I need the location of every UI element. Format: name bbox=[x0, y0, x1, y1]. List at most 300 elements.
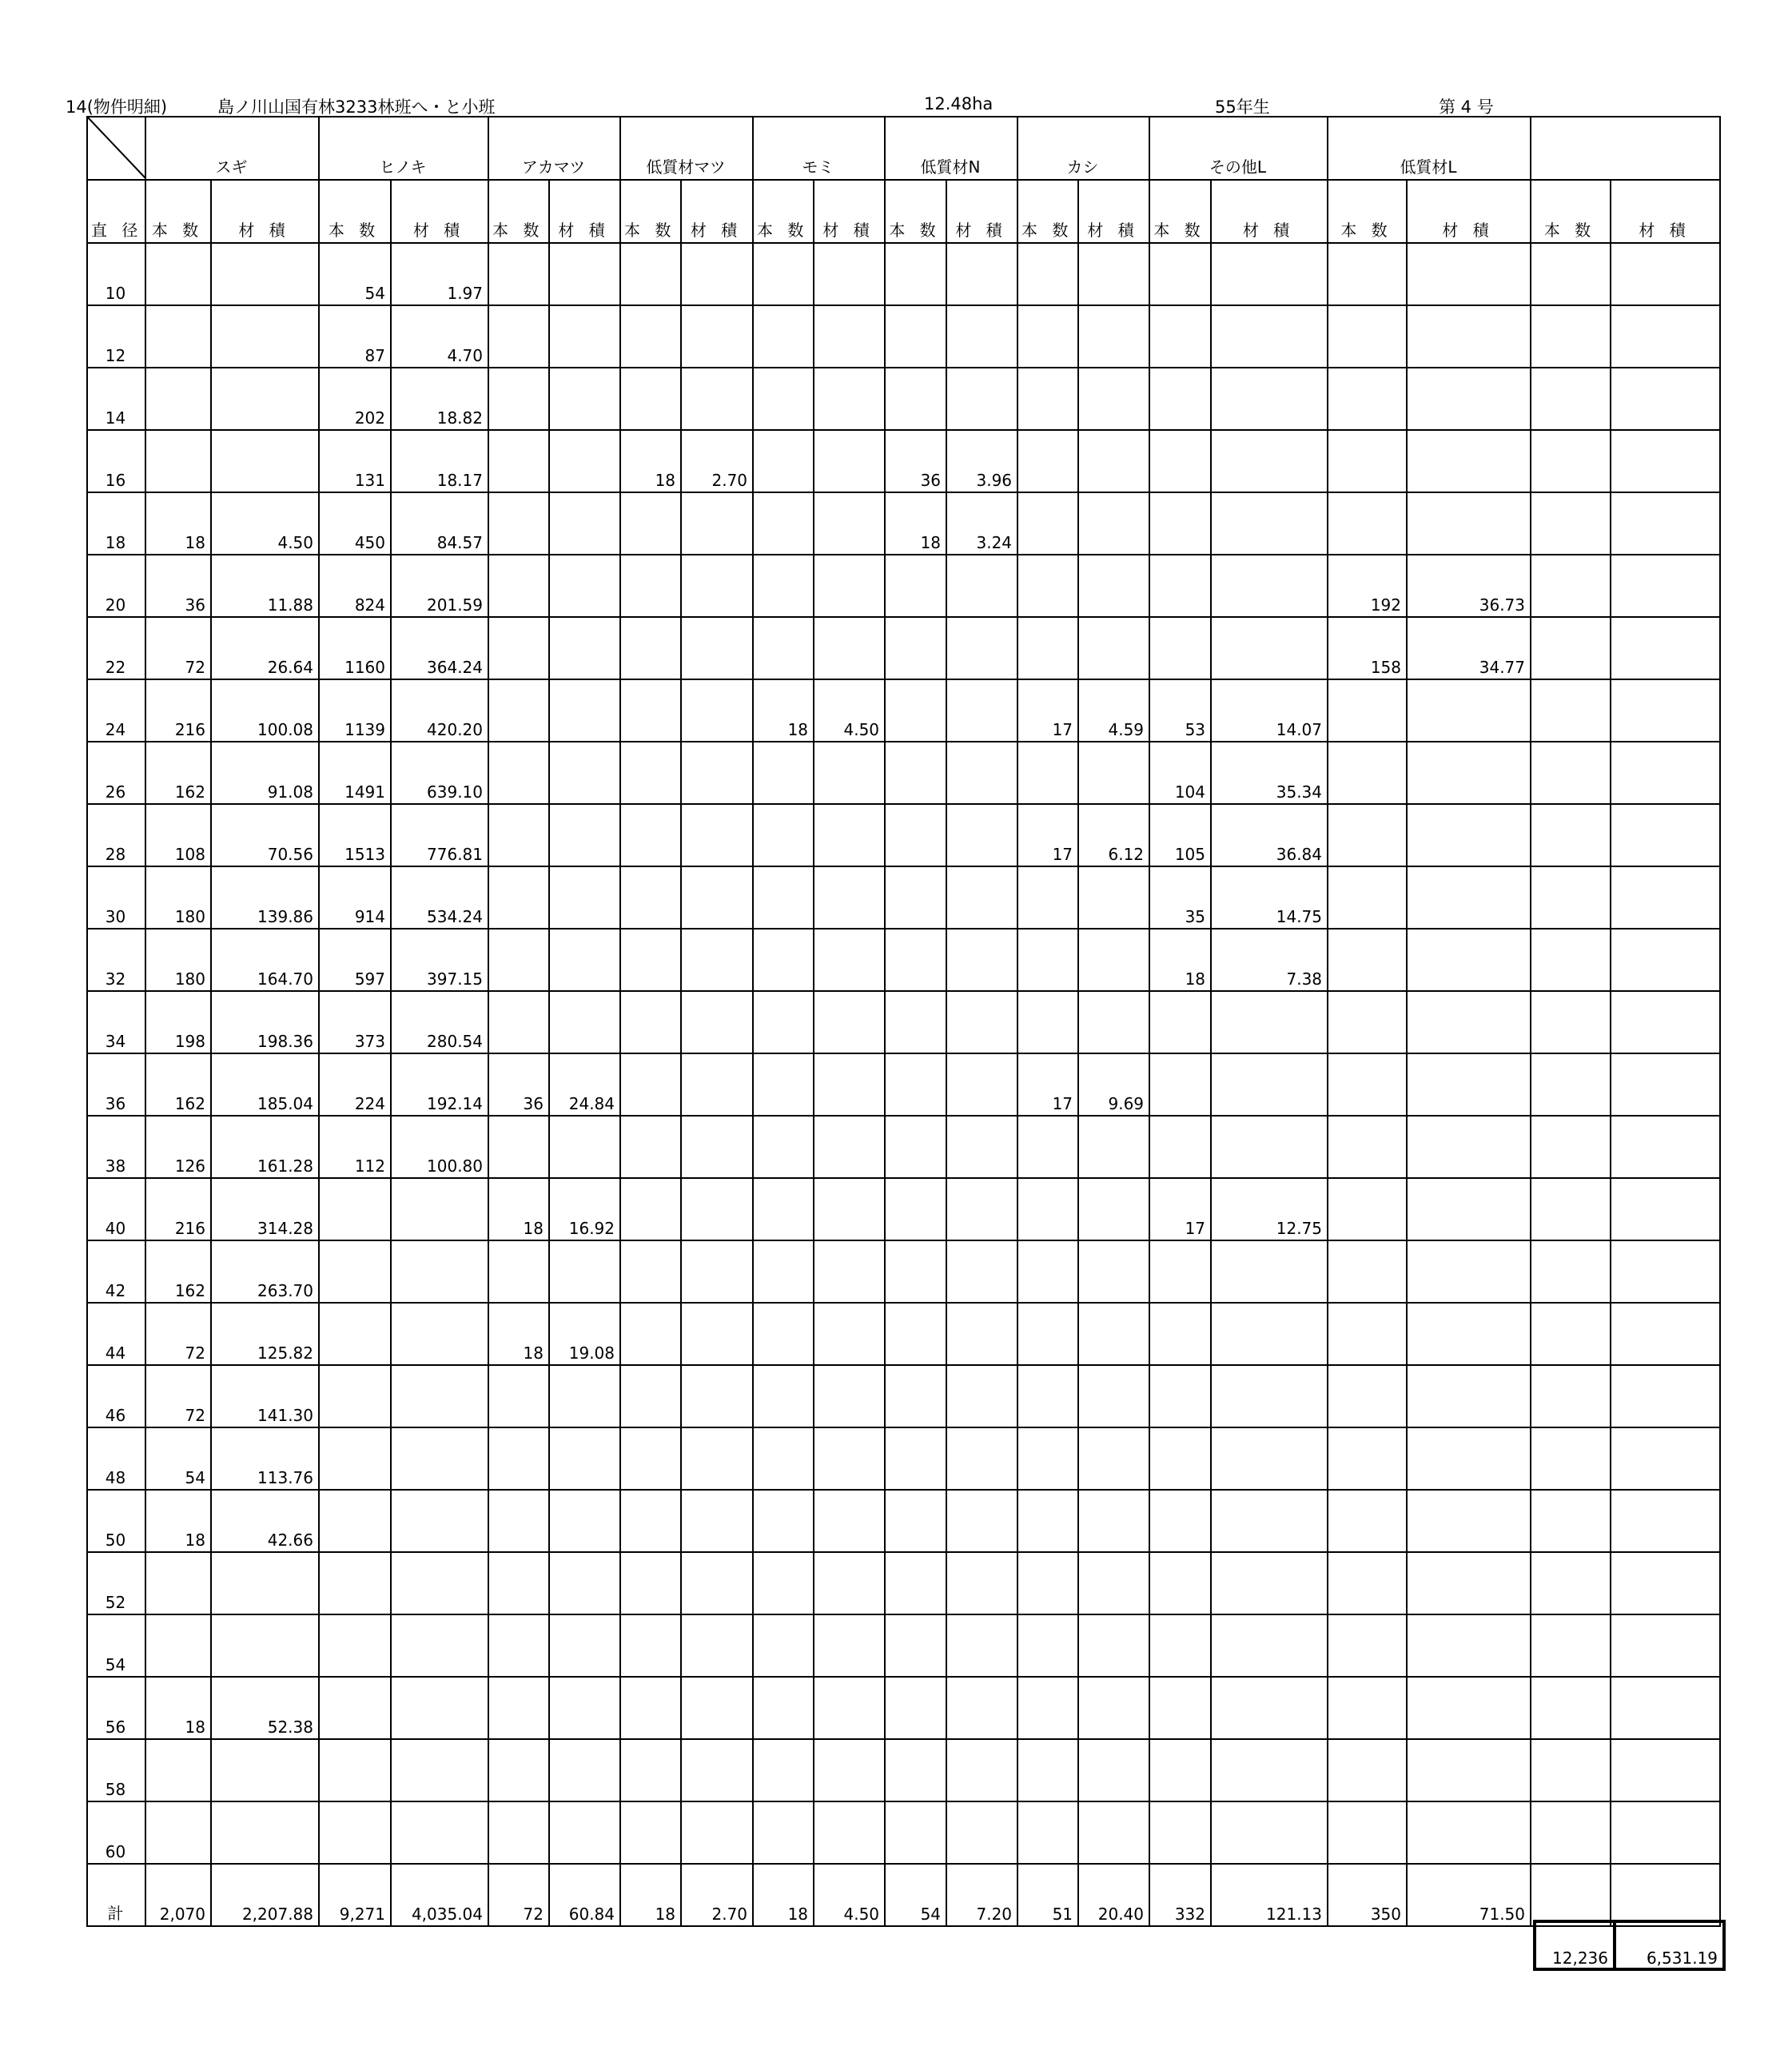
volume-cell: 420.20 bbox=[391, 679, 488, 742]
volume-cell bbox=[681, 1739, 753, 1801]
count-header: 本 数 bbox=[1328, 180, 1407, 243]
count-cell bbox=[620, 305, 681, 368]
volume-cell bbox=[1611, 617, 1720, 679]
table-row bbox=[87, 1614, 1720, 1677]
count-cell bbox=[1328, 430, 1407, 492]
count-cell bbox=[885, 1053, 946, 1116]
volume-cell: 201.59 bbox=[391, 555, 488, 617]
count-cell bbox=[753, 492, 814, 555]
count-cell bbox=[1328, 1427, 1407, 1490]
volume-cell bbox=[1407, 1178, 1531, 1240]
volume-cell bbox=[946, 1614, 1017, 1677]
count-cell bbox=[620, 679, 681, 742]
count-cell: 36 bbox=[145, 555, 211, 617]
count-cell bbox=[885, 1240, 946, 1303]
diameter-cell: 50 bbox=[87, 1490, 145, 1552]
count-cell bbox=[1149, 1677, 1211, 1739]
volume-cell bbox=[681, 243, 753, 305]
count-cell bbox=[885, 1677, 946, 1739]
count-cell bbox=[1017, 991, 1078, 1053]
count-cell bbox=[1017, 1801, 1078, 1864]
count-cell: 112 bbox=[319, 1116, 391, 1178]
count-cell bbox=[1531, 1614, 1611, 1677]
count-cell bbox=[1149, 305, 1211, 368]
volume-cell bbox=[211, 368, 319, 430]
volume-cell bbox=[1211, 1739, 1328, 1801]
count-cell bbox=[753, 1240, 814, 1303]
volume-cell bbox=[1078, 1739, 1149, 1801]
volume-header: 材 積 bbox=[1407, 180, 1531, 243]
volume-cell: 125.82 bbox=[211, 1303, 319, 1365]
diameter-cell: 計 bbox=[87, 1864, 145, 1926]
count-cell bbox=[319, 1490, 391, 1552]
volume-cell: 198.36 bbox=[211, 991, 319, 1053]
count-cell: 216 bbox=[145, 1178, 211, 1240]
count-cell bbox=[145, 1801, 211, 1864]
count-cell: 72 bbox=[488, 1864, 549, 1926]
diameter-cell: 36 bbox=[87, 1053, 145, 1116]
count-cell bbox=[488, 1240, 549, 1303]
count-cell: 53 bbox=[1149, 679, 1211, 742]
volume-cell bbox=[1407, 866, 1531, 929]
volume-cell bbox=[1211, 617, 1328, 679]
count-cell bbox=[319, 1739, 391, 1801]
count-cell bbox=[620, 492, 681, 555]
volume-cell bbox=[391, 1552, 488, 1614]
volume-cell bbox=[549, 742, 620, 804]
count-cell bbox=[885, 617, 946, 679]
count-cell bbox=[1149, 1427, 1211, 1490]
volume-cell bbox=[681, 1552, 753, 1614]
volume-cell bbox=[1078, 368, 1149, 430]
count-cell bbox=[1531, 368, 1611, 430]
diameter-cell: 30 bbox=[87, 866, 145, 929]
volume-cell bbox=[1211, 1490, 1328, 1552]
count-cell bbox=[1328, 804, 1407, 866]
volume-cell: 192.14 bbox=[391, 1053, 488, 1116]
timber-detail-table bbox=[86, 116, 1721, 1927]
volume-cell bbox=[1611, 1178, 1720, 1240]
count-cell: 350 bbox=[1328, 1864, 1407, 1926]
diagonal-line-icon bbox=[88, 117, 145, 179]
volume-cell bbox=[391, 1178, 488, 1240]
volume-cell bbox=[549, 492, 620, 555]
count-cell: 18 bbox=[145, 492, 211, 555]
total-row bbox=[87, 1864, 1720, 1926]
volume-cell bbox=[814, 1614, 885, 1677]
volume-cell bbox=[1407, 929, 1531, 991]
count-cell bbox=[319, 1677, 391, 1739]
volume-cell: 3.96 bbox=[946, 430, 1017, 492]
volume-cell bbox=[549, 1240, 620, 1303]
volume-cell bbox=[681, 1801, 753, 1864]
grand-total-box bbox=[1533, 1920, 1726, 1971]
table-row bbox=[87, 1116, 1720, 1178]
count-cell bbox=[620, 929, 681, 991]
volume-cell bbox=[946, 1178, 1017, 1240]
count-header: 本 数 bbox=[620, 180, 681, 243]
volume-cell: 84.57 bbox=[391, 492, 488, 555]
volume-cell bbox=[814, 368, 885, 430]
volume-cell: 6.12 bbox=[1078, 804, 1149, 866]
count-cell: 18 bbox=[145, 1490, 211, 1552]
volume-cell bbox=[946, 1365, 1017, 1427]
volume-cell bbox=[1407, 1614, 1531, 1677]
volume-cell: 4.50 bbox=[211, 492, 319, 555]
count-cell bbox=[1531, 1178, 1611, 1240]
volume-cell: 4.70 bbox=[391, 305, 488, 368]
volume-cell bbox=[1407, 368, 1531, 430]
volume-cell bbox=[1078, 1240, 1149, 1303]
count-cell: 126 bbox=[145, 1116, 211, 1178]
volume-cell bbox=[549, 1365, 620, 1427]
volume-cell bbox=[681, 1053, 753, 1116]
count-cell bbox=[1017, 555, 1078, 617]
volume-cell bbox=[1407, 1490, 1531, 1552]
count-cell bbox=[319, 1427, 391, 1490]
volume-cell: 263.70 bbox=[211, 1240, 319, 1303]
count-cell bbox=[1328, 1614, 1407, 1677]
volume-cell bbox=[681, 1677, 753, 1739]
volume-cell bbox=[946, 742, 1017, 804]
volume-cell bbox=[549, 991, 620, 1053]
volume-cell bbox=[211, 1801, 319, 1864]
volume-header: 材 積 bbox=[946, 180, 1017, 243]
count-cell bbox=[885, 866, 946, 929]
volume-cell: 2,207.88 bbox=[211, 1864, 319, 1926]
volume-cell bbox=[681, 679, 753, 742]
doc-number: 14(物件明細) bbox=[66, 98, 168, 117]
table-row bbox=[87, 430, 1720, 492]
count-cell: 18 bbox=[488, 1178, 549, 1240]
count-cell bbox=[753, 804, 814, 866]
volume-cell bbox=[391, 1677, 488, 1739]
count-cell bbox=[1328, 1552, 1407, 1614]
count-cell: 87 bbox=[319, 305, 391, 368]
diameter-header: 直 径 bbox=[87, 180, 145, 243]
volume-cell bbox=[946, 1053, 1017, 1116]
count-cell: 2,070 bbox=[145, 1864, 211, 1926]
count-cell bbox=[620, 617, 681, 679]
count-cell: 18 bbox=[885, 492, 946, 555]
diameter-cell: 52 bbox=[87, 1552, 145, 1614]
count-cell: 18 bbox=[753, 1864, 814, 1926]
volume-cell: 9.69 bbox=[1078, 1053, 1149, 1116]
volume-cell bbox=[549, 1116, 620, 1178]
volume-cell bbox=[1211, 368, 1328, 430]
count-cell bbox=[885, 555, 946, 617]
count-cell bbox=[1531, 492, 1611, 555]
volume-cell bbox=[391, 1739, 488, 1801]
volume-cell: 71.50 bbox=[1407, 1864, 1531, 1926]
table-row bbox=[87, 866, 1720, 929]
count-cell bbox=[1531, 617, 1611, 679]
volume-cell: 16.92 bbox=[549, 1178, 620, 1240]
count-header: 本 数 bbox=[753, 180, 814, 243]
volume-cell bbox=[1078, 1116, 1149, 1178]
count-cell: 17 bbox=[1017, 1053, 1078, 1116]
volume-cell bbox=[814, 1677, 885, 1739]
count-cell bbox=[145, 1552, 211, 1614]
volume-cell: 26.64 bbox=[211, 617, 319, 679]
volume-cell: 4.50 bbox=[814, 679, 885, 742]
count-cell bbox=[1017, 1240, 1078, 1303]
volume-cell bbox=[211, 305, 319, 368]
volume-cell bbox=[1211, 1427, 1328, 1490]
count-cell bbox=[753, 555, 814, 617]
count-cell bbox=[1017, 430, 1078, 492]
count-cell bbox=[488, 1677, 549, 1739]
count-cell bbox=[488, 1365, 549, 1427]
volume-cell bbox=[549, 1427, 620, 1490]
volume-cell bbox=[549, 430, 620, 492]
volume-cell: 185.04 bbox=[211, 1053, 319, 1116]
table-row bbox=[87, 1677, 1720, 1739]
count-cell bbox=[1531, 1053, 1611, 1116]
diameter-cell: 14 bbox=[87, 368, 145, 430]
volume-cell: 7.20 bbox=[946, 1864, 1017, 1926]
count-cell bbox=[753, 430, 814, 492]
count-cell: 131 bbox=[319, 430, 391, 492]
volume-cell: 314.28 bbox=[211, 1178, 319, 1240]
volume-cell: 36.84 bbox=[1211, 804, 1328, 866]
count-cell bbox=[1017, 243, 1078, 305]
volume-cell bbox=[946, 1552, 1017, 1614]
volume-cell bbox=[946, 1801, 1017, 1864]
volume-cell bbox=[681, 1116, 753, 1178]
count-cell: 17 bbox=[1149, 1178, 1211, 1240]
count-cell bbox=[1328, 1116, 1407, 1178]
count-cell bbox=[885, 1427, 946, 1490]
count-cell bbox=[885, 929, 946, 991]
volume-cell: 121.13 bbox=[1211, 1864, 1328, 1926]
volume-cell: 11.88 bbox=[211, 555, 319, 617]
volume-header: 材 積 bbox=[1211, 180, 1328, 243]
count-cell bbox=[885, 1552, 946, 1614]
volume-cell bbox=[391, 1427, 488, 1490]
volume-cell bbox=[211, 243, 319, 305]
volume-cell bbox=[391, 1490, 488, 1552]
volume-cell bbox=[549, 929, 620, 991]
volume-cell bbox=[681, 991, 753, 1053]
diameter-cell: 38 bbox=[87, 1116, 145, 1178]
volume-cell bbox=[1611, 492, 1720, 555]
volume-cell bbox=[1078, 1552, 1149, 1614]
volume-cell: 4,035.04 bbox=[391, 1864, 488, 1926]
volume-cell bbox=[1407, 1739, 1531, 1801]
volume-cell: 14.07 bbox=[1211, 679, 1328, 742]
count-cell: 36 bbox=[885, 430, 946, 492]
count-cell: 162 bbox=[145, 742, 211, 804]
volume-cell bbox=[814, 929, 885, 991]
volume-cell bbox=[1407, 1240, 1531, 1303]
volume-cell bbox=[1211, 243, 1328, 305]
volume-cell bbox=[681, 1303, 753, 1365]
count-cell bbox=[753, 991, 814, 1053]
count-cell bbox=[1328, 1178, 1407, 1240]
count-cell bbox=[1531, 1427, 1611, 1490]
volume-cell bbox=[681, 1365, 753, 1427]
volume-header: 材 積 bbox=[1611, 180, 1720, 243]
count-cell bbox=[620, 555, 681, 617]
count-cell bbox=[1328, 1801, 1407, 1864]
volume-cell bbox=[814, 1365, 885, 1427]
count-cell bbox=[488, 305, 549, 368]
count-cell bbox=[885, 1365, 946, 1427]
volume-cell bbox=[1407, 492, 1531, 555]
volume-cell: 19.08 bbox=[549, 1303, 620, 1365]
table-row bbox=[87, 243, 1720, 305]
volume-cell bbox=[549, 804, 620, 866]
volume-cell bbox=[1078, 742, 1149, 804]
volume-cell: 3.24 bbox=[946, 492, 1017, 555]
diameter-cell: 18 bbox=[87, 492, 145, 555]
volume-cell bbox=[681, 492, 753, 555]
count-cell bbox=[753, 929, 814, 991]
volume-cell bbox=[1211, 492, 1328, 555]
diameter-cell: 46 bbox=[87, 1365, 145, 1427]
volume-cell bbox=[1407, 430, 1531, 492]
count-cell: 597 bbox=[319, 929, 391, 991]
volume-cell: 397.15 bbox=[391, 929, 488, 991]
count-cell bbox=[1531, 1303, 1611, 1365]
volume-cell bbox=[1611, 1677, 1720, 1739]
volume-cell bbox=[814, 1053, 885, 1116]
table-row bbox=[87, 1240, 1720, 1303]
count-cell bbox=[1017, 617, 1078, 679]
diameter-cell: 26 bbox=[87, 742, 145, 804]
volume-cell bbox=[946, 866, 1017, 929]
volume-cell bbox=[1611, 679, 1720, 742]
volume-cell bbox=[681, 305, 753, 368]
count-cell bbox=[885, 368, 946, 430]
count-cell bbox=[488, 991, 549, 1053]
volume-cell bbox=[1407, 804, 1531, 866]
count-cell bbox=[1017, 1614, 1078, 1677]
count-cell bbox=[1328, 305, 1407, 368]
count-cell bbox=[620, 1614, 681, 1677]
count-cell bbox=[1017, 1427, 1078, 1490]
volume-cell: 24.84 bbox=[549, 1053, 620, 1116]
volume-cell bbox=[1611, 804, 1720, 866]
volume-cell: 161.28 bbox=[211, 1116, 319, 1178]
sheet-number: 第 4 号 bbox=[1439, 98, 1494, 117]
count-cell bbox=[488, 555, 549, 617]
table-row bbox=[87, 1801, 1720, 1864]
volume-cell bbox=[946, 243, 1017, 305]
count-cell bbox=[488, 1427, 549, 1490]
volume-cell: 534.24 bbox=[391, 866, 488, 929]
species-header: 低質材L bbox=[1328, 117, 1531, 180]
count-cell bbox=[885, 804, 946, 866]
count-cell: 17 bbox=[1017, 679, 1078, 742]
count-cell: 51 bbox=[1017, 1864, 1078, 1926]
count-cell bbox=[620, 866, 681, 929]
volume-cell bbox=[814, 804, 885, 866]
volume-cell bbox=[549, 555, 620, 617]
count-cell bbox=[1017, 1739, 1078, 1801]
volume-cell bbox=[549, 243, 620, 305]
volume-cell bbox=[549, 866, 620, 929]
grand-total-count: 12,236 bbox=[1535, 1921, 1615, 1969]
volume-cell bbox=[1407, 991, 1531, 1053]
volume-cell bbox=[1407, 1427, 1531, 1490]
count-cell bbox=[1531, 991, 1611, 1053]
count-cell bbox=[620, 1116, 681, 1178]
volume-cell bbox=[1611, 555, 1720, 617]
volume-cell bbox=[391, 1614, 488, 1677]
count-cell bbox=[1017, 305, 1078, 368]
volume-cell bbox=[1611, 1116, 1720, 1178]
count-cell bbox=[488, 866, 549, 929]
count-cell bbox=[753, 1552, 814, 1614]
volume-cell bbox=[211, 430, 319, 492]
volume-cell: 12.75 bbox=[1211, 1178, 1328, 1240]
count-cell: 180 bbox=[145, 929, 211, 991]
volume-cell bbox=[1078, 1490, 1149, 1552]
volume-cell bbox=[1078, 866, 1149, 929]
volume-cell bbox=[814, 492, 885, 555]
volume-cell bbox=[1078, 991, 1149, 1053]
volume-cell bbox=[814, 1490, 885, 1552]
count-cell bbox=[753, 1427, 814, 1490]
volume-cell bbox=[1611, 1614, 1720, 1677]
volume-cell bbox=[1611, 1864, 1720, 1926]
volume-cell bbox=[1407, 1303, 1531, 1365]
diameter-cell: 22 bbox=[87, 617, 145, 679]
volume-cell bbox=[1611, 1739, 1720, 1801]
count-cell bbox=[885, 742, 946, 804]
volume-cell bbox=[946, 368, 1017, 430]
count-cell bbox=[145, 1739, 211, 1801]
count-cell bbox=[488, 679, 549, 742]
count-cell: 180 bbox=[145, 866, 211, 929]
diameter-cell: 40 bbox=[87, 1178, 145, 1240]
count-cell bbox=[1328, 1365, 1407, 1427]
volume-cell: 35.34 bbox=[1211, 742, 1328, 804]
count-cell bbox=[1149, 368, 1211, 430]
count-cell: 202 bbox=[319, 368, 391, 430]
count-cell bbox=[753, 1677, 814, 1739]
volume-cell bbox=[1611, 1240, 1720, 1303]
volume-cell bbox=[1211, 555, 1328, 617]
count-cell: 162 bbox=[145, 1053, 211, 1116]
count-cell bbox=[1531, 1677, 1611, 1739]
count-cell bbox=[1531, 1801, 1611, 1864]
count-cell bbox=[753, 1801, 814, 1864]
volume-cell bbox=[814, 305, 885, 368]
count-cell bbox=[1149, 243, 1211, 305]
volume-cell: 113.76 bbox=[211, 1427, 319, 1490]
volume-cell bbox=[1078, 929, 1149, 991]
count-cell bbox=[885, 1178, 946, 1240]
volume-cell: 36.73 bbox=[1407, 555, 1531, 617]
volume-cell bbox=[681, 1240, 753, 1303]
count-cell bbox=[1017, 742, 1078, 804]
volume-cell bbox=[1211, 305, 1328, 368]
count-cell bbox=[319, 1614, 391, 1677]
diameter-cell: 32 bbox=[87, 929, 145, 991]
diameter-cell: 24 bbox=[87, 679, 145, 742]
volume-cell bbox=[1407, 1677, 1531, 1739]
count-cell bbox=[620, 804, 681, 866]
count-cell bbox=[319, 1240, 391, 1303]
count-cell bbox=[1149, 1240, 1211, 1303]
volume-cell: 14.75 bbox=[1211, 866, 1328, 929]
volume-cell bbox=[946, 804, 1017, 866]
count-cell: 18 bbox=[488, 1303, 549, 1365]
diameter-cell: 12 bbox=[87, 305, 145, 368]
